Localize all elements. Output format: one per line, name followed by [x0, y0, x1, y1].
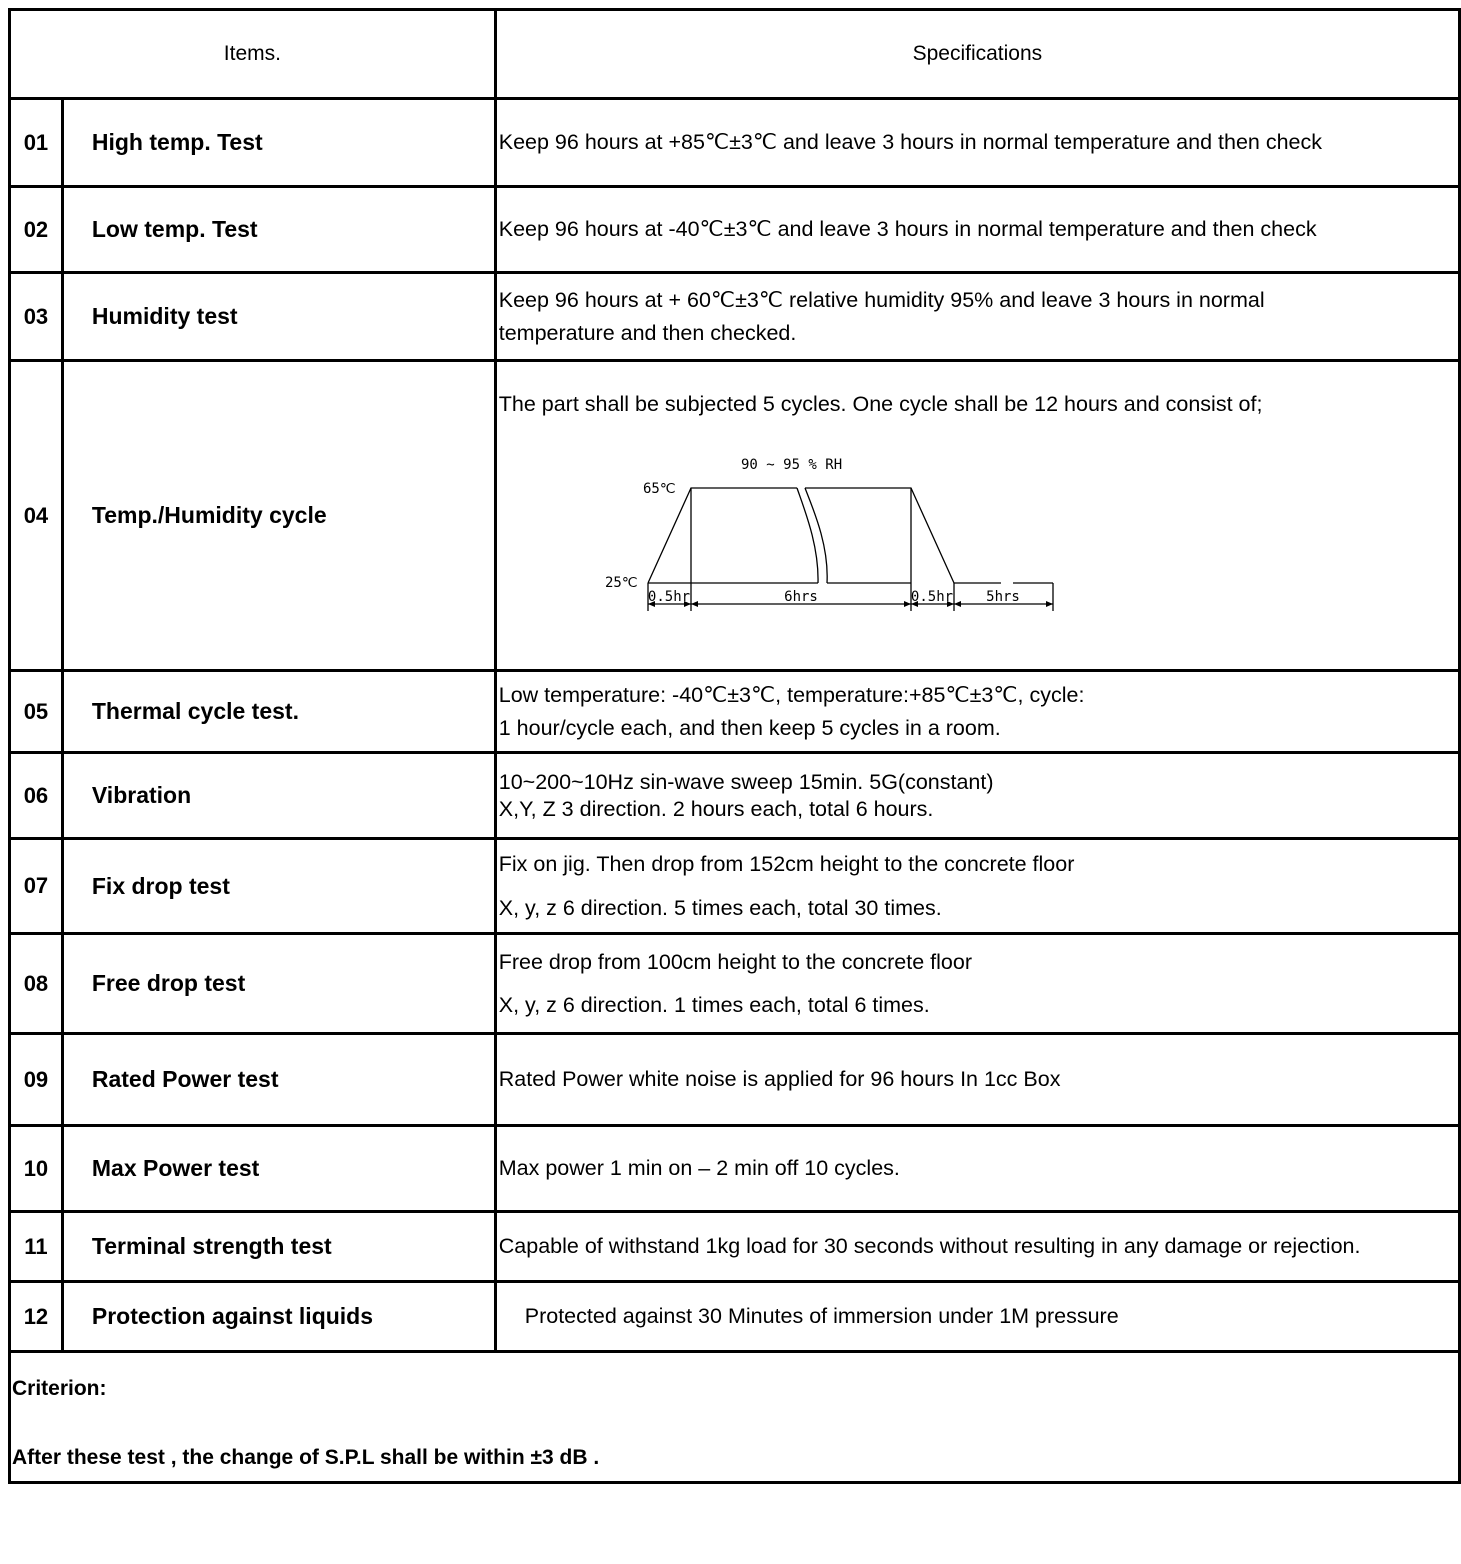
table-row: [10, 273, 1460, 361]
item-name: Humidity test: [62, 273, 495, 361]
table-row: [10, 753, 1460, 839]
table-row: [10, 1282, 1460, 1352]
spec-line: temperature and then checked.: [498, 320, 797, 345]
item-name: Protection against liquids: [62, 1282, 495, 1352]
table-row: [10, 1126, 1460, 1212]
item-number: 04: [10, 361, 63, 671]
cycle-profile: [648, 488, 797, 583]
item-spec: [495, 273, 1459, 361]
break-mark: [797, 488, 818, 583]
item-spec: [495, 934, 1459, 1034]
item-number: 08: [10, 934, 63, 1034]
item-spec: [495, 187, 1459, 273]
criterion-text: After these test , the change of S.P.L shall be within ±3 dB .: [12, 1445, 600, 1469]
item-name: Thermal cycle test.: [62, 671, 495, 753]
phase-label: 0.5hr: [647, 588, 690, 605]
table-row: [10, 361, 1460, 671]
item-name: Free drop test: [62, 934, 495, 1034]
item-name: Rated Power test: [62, 1034, 495, 1126]
item-spec: [495, 671, 1459, 753]
item-number: 03: [10, 273, 63, 361]
arrow-mark: [691, 601, 698, 607]
item-spec: [495, 1282, 1459, 1352]
spec-line: Max power 1 min on – 2 min off 10 cycles.: [498, 1156, 900, 1181]
break-mark: [805, 488, 827, 583]
spec-line: Protected against 30 Minutes of immersion under 1M pressure: [524, 1304, 1119, 1329]
item-name: Vibration: [62, 753, 495, 839]
table-row: [10, 1034, 1460, 1126]
high-temp-label: 65℃: [642, 480, 676, 497]
spec-line: X, y, z 6 direction. 1 times each, total 6 times.: [498, 993, 930, 1017]
item-number: 07: [10, 839, 63, 934]
temp-humidity-cycle-diagram: [591, 451, 1091, 651]
spec-line: The part shall be subjected 5 cycles. One cycle shall be 12 hours and consist of;: [498, 392, 1263, 417]
humidity-label: 90 ~ 95 % RH: [740, 456, 842, 473]
spec-line: 1 hour/cycle each, and then keep 5 cycles in a room.: [498, 715, 1001, 740]
spec-line: Keep 96 hours at -40℃±3℃ and leave 3 hours in normal temperature and then check: [498, 217, 1317, 242]
phase-label: 6hrs: [783, 588, 818, 605]
table-row: [10, 99, 1460, 187]
spec-line: Low temperature: -40℃±3℃, temperature:+85℃±3℃, cycle:: [498, 683, 1085, 708]
spec-line: X,Y, Z 3 direction. 2 hours each, total 6 hours.: [498, 796, 934, 821]
low-temp-label: 25℃: [604, 574, 638, 591]
table-row: [10, 187, 1460, 273]
item-spec: [495, 1034, 1459, 1126]
spec-line: Keep 96 hours at + 60℃±3℃ relative humidity 95% and leave 3 hours in normal: [498, 288, 1265, 313]
item-name: Max Power test: [62, 1126, 495, 1212]
item-number: 10: [10, 1126, 63, 1212]
item-number: 06: [10, 753, 63, 839]
item-name: Low temp. Test: [62, 187, 495, 273]
item-spec: [495, 99, 1459, 187]
item-spec: [495, 839, 1459, 934]
item-spec: [495, 1212, 1459, 1282]
header-row: [10, 10, 1460, 99]
spec-line: Fix on jig. Then drop from 152cm height to the concrete floor: [498, 852, 1075, 877]
arrow-mark: [1046, 601, 1053, 607]
table-row: [10, 934, 1460, 1034]
item-name: Terminal strength test: [62, 1212, 495, 1282]
item-spec: [495, 361, 1459, 671]
item-number: 11: [10, 1212, 63, 1282]
item-number: 12: [10, 1282, 63, 1352]
arrow-mark: [954, 601, 961, 607]
criterion-row: [10, 1352, 1460, 1483]
spec-line: Free drop from 100cm height to the concrete floor: [498, 949, 972, 974]
criterion-cell: [10, 1352, 1460, 1483]
item-spec: [495, 753, 1459, 839]
item-name: Fix drop test: [62, 839, 495, 934]
spec-line: X, y, z 6 direction. 5 times each, total 30 times.: [498, 895, 942, 920]
item-number: 09: [10, 1034, 63, 1126]
spec-line: Rated Power white noise is applied for 96 hours In 1cc Box: [498, 1067, 1061, 1092]
table-row: [10, 1212, 1460, 1282]
item-number: 01: [10, 99, 63, 187]
specifications-header: Specifications: [495, 10, 1459, 99]
phase-label: 0.5hr: [910, 588, 953, 605]
reliability-test-table: [8, 8, 1461, 1484]
spec-line: Keep 96 hours at +85℃±3℃ and leave 3 hours in normal temperature and then check: [498, 130, 1322, 155]
item-name: High temp. Test: [62, 99, 495, 187]
cycle-profile: [805, 488, 1001, 583]
items-header: Items.: [10, 10, 496, 99]
spec-line: 10~200~10Hz sin-wave sweep 15min. 5G(constant): [498, 770, 994, 795]
table-row: [10, 839, 1460, 934]
criterion-title: Criterion:: [12, 1376, 107, 1400]
item-number: 02: [10, 187, 63, 273]
item-number: 05: [10, 671, 63, 753]
spec-line: Capable of withstand 1kg load for 30 seconds without resulting in any damage or rejection.: [498, 1234, 1361, 1259]
item-spec: [495, 1126, 1459, 1212]
item-name: Temp./Humidity cycle: [62, 361, 495, 671]
phase-label: 5hrs: [985, 588, 1020, 605]
table-row: [10, 671, 1460, 753]
